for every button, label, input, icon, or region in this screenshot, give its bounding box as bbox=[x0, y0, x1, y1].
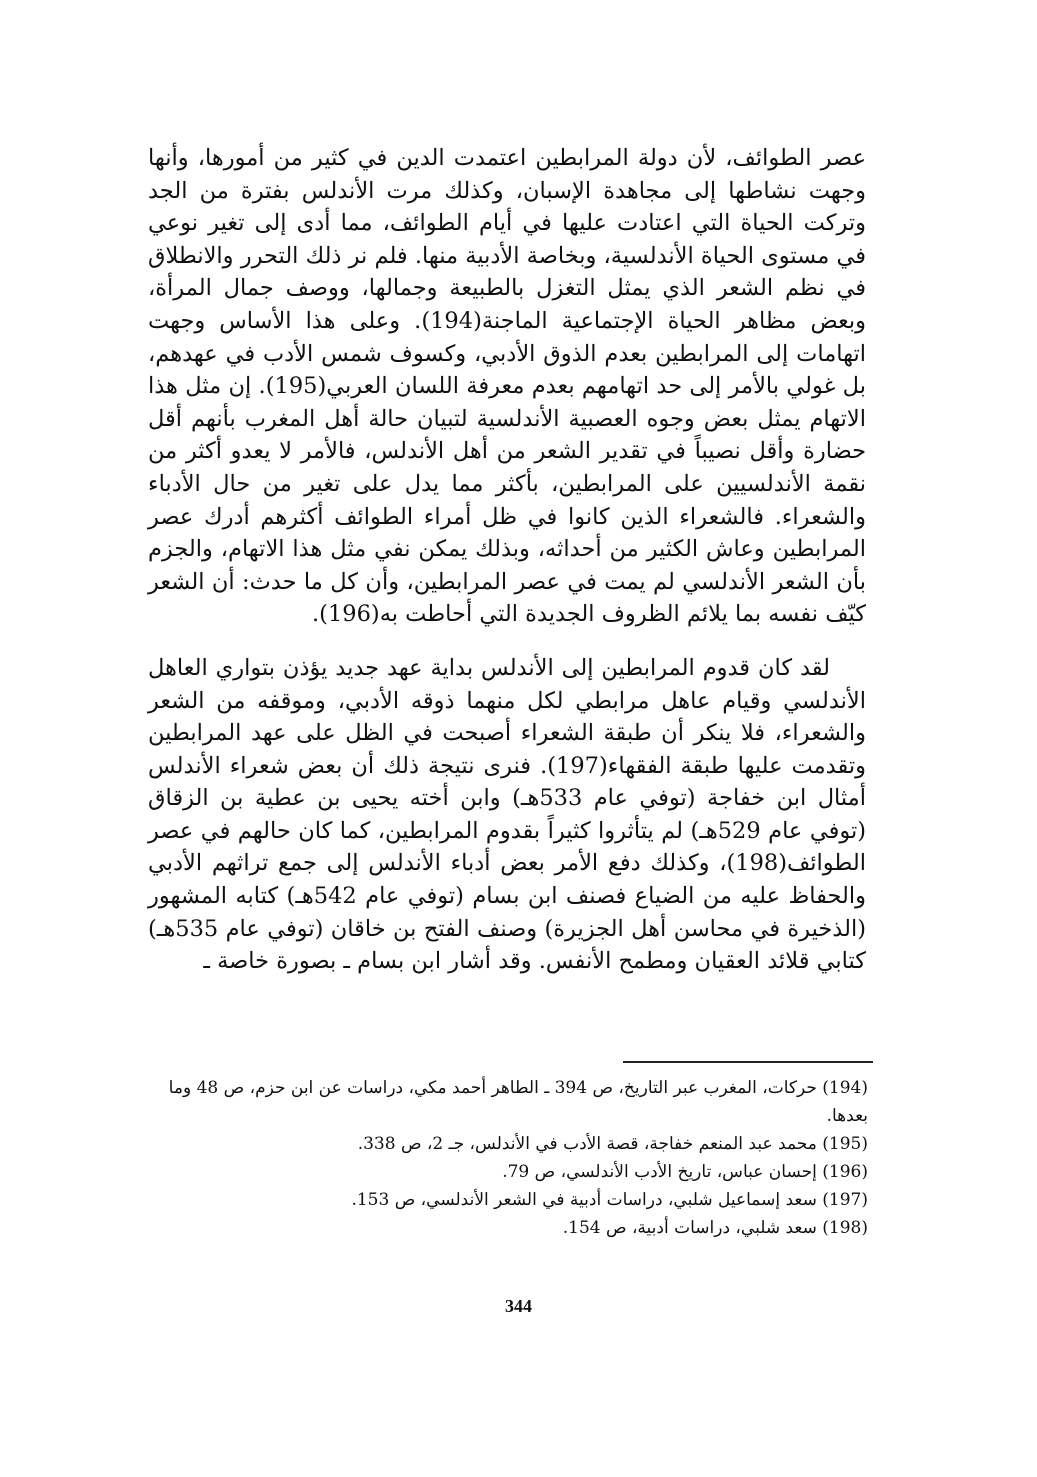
paragraph-1: عصر الطوائف، لأن دولة المرابطين اعتمدت الدين في كثير من أمورها، وأنها وجهت نشاطها إلى مجاهدة الإسبان، وكذلك مرت الأندلس بفترة من الجد وتركت الحياة التي اعتادت عليها في أيام الطوائف، مما أدى إلى تغير نوعي في مستوى الحياة الأندلسية، وبخاصة الأدبية منها. فلم نر ذلك التحرر والانطلاق في نظم الشعر الذي يمثل التغزل بالطبيعة وجمالها، ووصف جمال المرأة، وبعض مظاهر الحياة الإجتماعية الماجنة(194). وعلى هذا الأساس وجهت اتهامات إلى المرابطين بعدم الذوق الأدبي، وكسوف شمس الأدب في عهدهم، بل غولي بالأمر إلى حد اتهامهم بعدم معرفة اللسان العربي(195). إن مثل هذا الاتهام يمثل بعض وجوه العصبية الأندلسية لتبيان حالة أهل المغرب بأنهم أقل حضارة وأقل نصيباً في تقدير الشعر من أهل الأندلس، فالأمر لا يعدو أكثر من نقمة الأندلسيين على المرابطين، بأكثر مما يدل على تغير من حال الأدباء والشعراء. فالشعراء الذين كانوا في ظل أمراء الطوائف أكثرهم أدرك عصر المرابطين وعاش الكثير من أحداثه، وبذلك يمكن نفي مثل هذا الاتهام، والجزم بأن الشعر الأندلسي لم يمت في عصر المرابطين، وأن كل ما حدث: أن الشعر كيّف نفسه بما يلائم الظروف الجديدة التي أحاطت به(196). bbox=[148, 145, 866, 628]
footnote-196: (196) إحسان عباس، تاريخ الأدب الأندلسي، ص 79. bbox=[502, 1162, 868, 1182]
footnote-197: (197) سعد إسماعيل شلبي، دراسات أدبية في الشعر الأندلسي، ص 153. bbox=[351, 1190, 868, 1210]
footnote-198: (198) سعد شلبي، دراسات أدبية، ص 154. bbox=[562, 1218, 868, 1238]
footnote-194: (194) حركات، المغرب عبر التاريخ، ص 394 ـ الطاهر أحمد مكي، دراسات عن ابن حزم، ص 48 وما بعدها. bbox=[168, 1078, 868, 1126]
paragraph-2: لقد كان قدوم المرابطين إلى الأندلس بداية عهد جديد يؤذن بتواري العاهل الأندلسي وقيام عاهل مرابطي لكل منهما ذوقه الأدبي، وموقفه من الشعر والشعراء، فلا ينكر أن طبقة الشعراء أصبحت في الظل على عهد المرابطين وتقدمت عليها طبقة الفقهاء(197). فنرى نتيجة ذلك أن بعض شعراء الأندلس أمثال ابن خفاجة (توفي عام 533هـ) وابن أخته يحيى بن عطية بن الزقاق (توفي عام 529هـ) لم يتأثروا كثيراً بقدوم المرابطين، كما كان حالهم في عصر الطوائف(198)، وكذلك دفع الأمر بعض أدباء الأندلس إلى جمع تراثهم الأدبي والحفاظ عليه من الضياع فصنف ابن بسام (توفي عام 542هـ) كتابه المشهور (الذخيرة في محاسن أهل الجزيرة) وصنف الفتح بن خاقان (توفي عام 535هـ) كتابي قلائد العقيان ومطمح الأنفس. وقد أشار ابن بسام ـ بصورة خاصة ـ bbox=[148, 654, 866, 975]
footnote-195: (195) محمد عبد المنعم خفاجة، قصة الأدب في الأندلس، جـ 2، ص 338. bbox=[357, 1134, 868, 1154]
page-number: 344 bbox=[505, 1296, 532, 1316]
footnote-separator bbox=[623, 1061, 873, 1063]
main-text-body bbox=[148, 142, 866, 978]
footnotes bbox=[148, 1074, 868, 1242]
